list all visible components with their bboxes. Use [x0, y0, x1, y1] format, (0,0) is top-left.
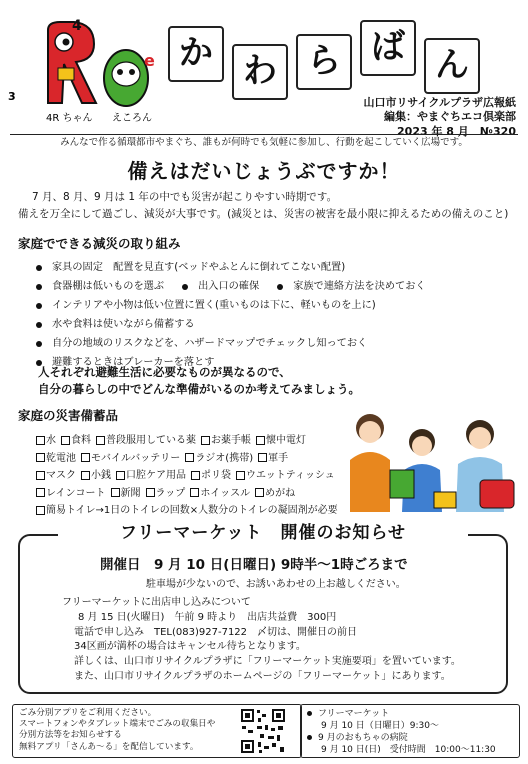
detail-line: 詳しくは、山口市リサイクルプラザに「フリーマーケット実施要項」を置いています。: [74, 656, 461, 668]
list-item: 自分の地域のリスクなどを、ハザードマップでチェックし知っておく: [36, 334, 476, 353]
publication-info: [364, 96, 516, 139]
app-line: 分別方法等をお知らせする: [19, 730, 122, 741]
main-heading: 備えはだいじょうぶですか！: [127, 159, 401, 183]
checkbox: [36, 436, 45, 445]
event-schedule: [300, 704, 520, 758]
checklist-row: レインコート 新聞 ラップ ホイッスル めがね: [36, 485, 366, 503]
checkbox: [36, 506, 45, 515]
mascot-4r-name: 4R ちゃん: [46, 113, 93, 124]
title-char: ん: [424, 38, 480, 94]
apply-limit: 34区画が満杯の場合はキャンセル待ちとなります。: [74, 641, 306, 653]
mascot-side-number: 3: [8, 90, 16, 103]
intro-line: 7 月、8 月、9 月は 1 年の中でも災害が起こりやすい時期です。: [32, 191, 338, 203]
title-char: か: [168, 26, 224, 82]
checkbox: [36, 471, 45, 480]
list-item: 避難するときはブレーカーを落とす: [36, 353, 476, 372]
motto: みんなで作る循環都市やまぐち、誰もが何時でも気軽に参加し、行動を起こしていく広場です。: [10, 134, 518, 150]
list-item: 水や食料は使いながら備蓄する: [36, 315, 476, 334]
checkbox: [258, 453, 267, 462]
checkbox: [61, 436, 70, 445]
apply-date: 8 月 15 日(火曜日) 午前 9 時より 出店共益費 300円: [78, 611, 337, 623]
event-date: 9 月 10 日（日曜日）9:30～: [321, 721, 439, 732]
stockpile-checklist: [36, 432, 366, 520]
checkbox: [201, 436, 210, 445]
event-title: 9 月のおもちゃの病院: [307, 732, 513, 744]
checkbox: [191, 471, 200, 480]
checkbox: [81, 471, 90, 480]
intro: [18, 190, 514, 224]
checkbox: [96, 436, 105, 445]
list-item: 家具の固定 配置を見直す(ベッドやふとんに倒れてこない配置): [36, 258, 476, 277]
flea-market-details: [62, 596, 461, 685]
issue-number: 2023 年 8 月 №320: [397, 124, 516, 138]
checkbox: [185, 453, 194, 462]
checklist-row: マスク 小銭 口腔ケア用品 ポリ袋 ウエットティッシュ: [36, 467, 366, 485]
checklist-row: 簡易トイレ→1日のトイレの回数×人数分のトイレの凝固剤が必要: [36, 502, 366, 520]
checkbox: [236, 471, 245, 480]
checklist-row: 水 食料 普段服用している薬 お薬手帳 懐中電灯: [36, 432, 366, 450]
checkbox: [111, 488, 120, 497]
editor-name: 編集：やまぐちエコ倶楽部: [384, 110, 516, 124]
title-char: わ: [232, 44, 288, 100]
apply-phone: 電話で申し込み TEL(083)927-7122 〆切は、開催日の前日: [74, 626, 358, 638]
measures-title: 家庭でできる減災の取り組み: [18, 236, 181, 251]
family-illustration: [330, 400, 520, 512]
masthead-title: [160, 8, 520, 98]
event-title: フリーマーケット: [307, 708, 513, 720]
event-date: 9 月 10 日(日) 受付時間 10:00～11:30: [321, 745, 496, 756]
list-item: 食器棚は低いものを選ぶ 出入口の確保 家族で連絡方法を決めておく: [36, 277, 476, 296]
app-line: スマートフォンやタブレット端末でごみの収集日や: [19, 719, 216, 730]
publisher-name: 山口市リサイクルプラザ広報紙: [363, 96, 516, 109]
title-char: ば: [360, 20, 416, 76]
stockpile-title: 家庭の災害備蓄品: [18, 408, 119, 423]
flea-market-parking: 駐車場が少ないので、お誘いあわせの上お越しください。: [146, 579, 406, 590]
flea-market-date: 開催日 9 月 10 日(日曜日) 9時半～1時ごろまで: [100, 557, 408, 573]
checklist-row: 乾電池 モバイルバッテリー ラジオ(携帯) 軍手: [36, 450, 366, 468]
app-line: ごみ分別アプリをご利用ください。: [19, 708, 157, 718]
title-char: ら: [296, 34, 352, 90]
measures-list: [36, 258, 476, 372]
mascot-4r-body: [48, 22, 96, 103]
intro-line: 備えを万全にして過ごし、減災が大事です。(減災とは、災害の被害を最小限に抑えるための備えのこと): [18, 208, 509, 221]
checkbox: [36, 453, 45, 462]
qr-code-icon[interactable]: [240, 708, 286, 754]
checkbox: [256, 436, 265, 445]
mascot-illustration: [8, 8, 158, 128]
apply-title: フリーマーケットに出店申し込みについて: [62, 597, 251, 608]
checkbox: [36, 488, 45, 497]
list-item: インテリアや小物は低い位置に置く(重いものは下に、軽いものを上に): [36, 296, 476, 315]
mascot-4r-number: 4: [72, 18, 82, 34]
checkbox: [81, 453, 90, 462]
detail-line: また、山口市リサイクルプラザのホームページの「フリーマーケット」にあります。: [74, 670, 451, 682]
flea-market-title: フリーマーケット 開催のお知らせ: [58, 522, 468, 548]
mascot-ecoron-letter: e: [144, 51, 155, 70]
checkbox: [190, 488, 199, 497]
checkbox: [116, 471, 125, 480]
measures-closing: 人それぞれ避難生活に必要なものが異なるので、 自分の暮らしの中でどんな準備がいるのか考えてみましょう。: [38, 365, 360, 396]
checkbox: [255, 488, 264, 497]
app-line: 無料アプリ「さんあ～る」を配信しています。: [19, 741, 199, 752]
checkbox: [146, 488, 155, 497]
mascot-ecoron-name: えころん: [112, 113, 152, 124]
